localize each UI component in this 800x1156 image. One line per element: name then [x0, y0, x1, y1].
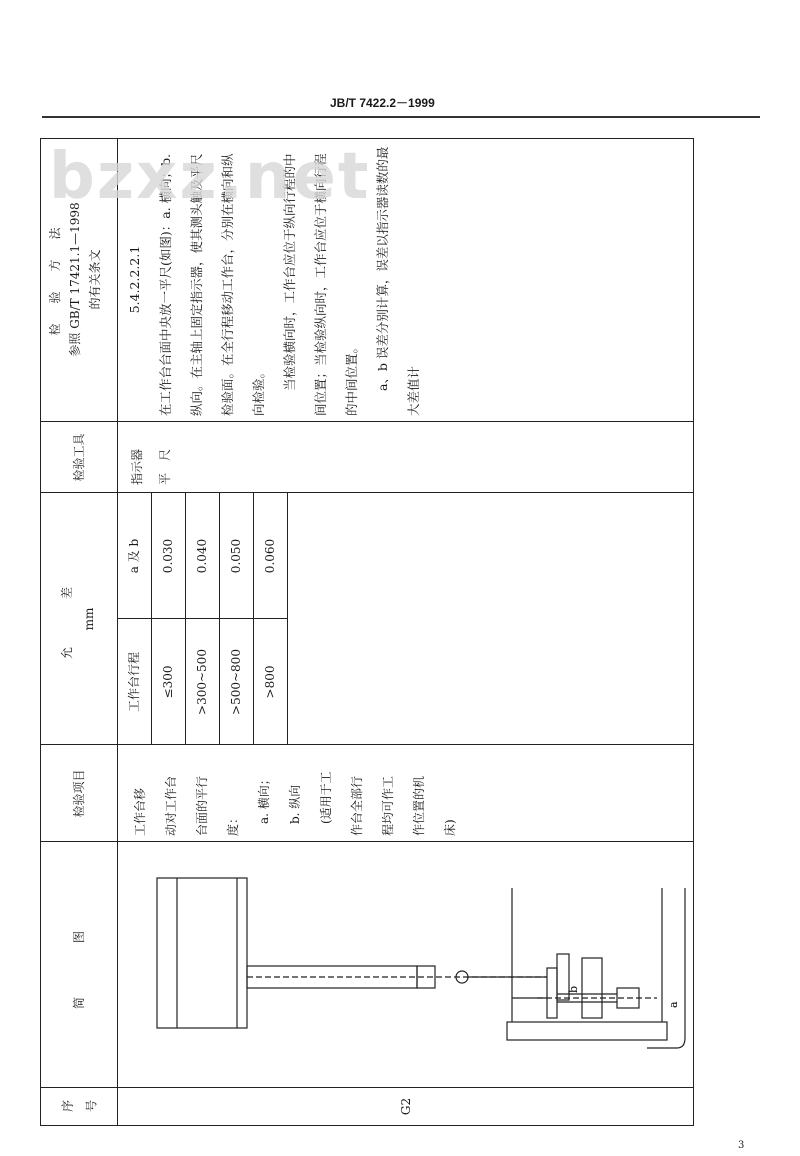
- header-diagram: 简 图: [71, 921, 86, 1010]
- tolerance-title: 允 差: [60, 579, 74, 660]
- standard-number: JB/T 7422.2－1999: [330, 96, 435, 110]
- item-line: 程均可作工: [381, 775, 395, 836]
- header-seq: 序 号: [61, 1099, 97, 1114]
- label-a: a: [667, 1001, 680, 1008]
- row-seq: G2: [398, 1097, 413, 1116]
- method-para-3: a、b 误差分别计算，误差以指示器读数的最大差值计: [375, 146, 421, 416]
- tolerance-unit: mm: [82, 607, 97, 631]
- item-line: 作位置的机: [412, 775, 426, 836]
- item-line: 床): [443, 819, 457, 836]
- header-rule: [42, 116, 760, 118]
- method-clause: 5.4.2.2.2.1: [127, 245, 142, 314]
- header-tolerance: [41, 493, 117, 745]
- tol-stroke: ≤300: [160, 665, 175, 699]
- item-line: (适用于工: [319, 771, 333, 836]
- tolerance-cell: [117, 493, 695, 745]
- item-lines: [125, 751, 466, 836]
- tool-straightedge: 平 尺: [158, 448, 172, 485]
- tol-value: 0.030: [160, 538, 175, 574]
- table-side-b: [157, 878, 247, 1028]
- item-line: 台面的平行: [195, 775, 209, 836]
- item-line: 工作台移: [133, 787, 147, 836]
- tol-value: 0.050: [228, 538, 243, 574]
- spindle-head: [507, 1022, 667, 1040]
- column-outline: [647, 888, 685, 1048]
- tol-header-ab: a 及 b: [126, 538, 141, 574]
- tol-stroke: >500~800: [228, 649, 243, 715]
- inspection-table: [40, 138, 694, 1126]
- tool-cell: [117, 422, 695, 493]
- item-line: a. 横向；: [257, 773, 271, 836]
- watermark: bzxz.net: [49, 140, 371, 214]
- machine-diagram: [117, 842, 695, 1088]
- method-para-1: 在工作台台面中央放一平尺(如图)：a. 横向；b. 纵向。在主轴上固定指示器，使其测头触及平尺检验面。在全行程移动工作台，分别在横向和纵向检验。: [158, 153, 266, 416]
- method-para-2: 当检验横向时，工作台应位于纵向行程的中间位置；当检验纵向时，工作台应位于横向行程的中间位置。: [282, 153, 359, 416]
- tol-stroke: >300~500: [194, 649, 209, 715]
- tol-stroke: >800: [262, 665, 277, 699]
- table-top-a: [582, 958, 602, 1018]
- item-line: 度：: [226, 811, 240, 836]
- method-ref: 参照 GB/T 17421.1—1998: [68, 202, 83, 357]
- tol-value: 0.060: [262, 538, 277, 574]
- tol-value: 0.040: [194, 538, 209, 574]
- page-number: 3: [738, 1140, 745, 1151]
- item-line: 动对工作台: [164, 775, 178, 836]
- item-cell: [117, 745, 695, 842]
- diagram-cell: [117, 842, 695, 1088]
- tool-indicator: 指示器: [130, 448, 144, 485]
- method-ref-note: 的有关条文: [88, 249, 103, 310]
- header-item: 检验项目: [71, 769, 86, 818]
- item-line: 作台全部行: [350, 775, 364, 836]
- method-title: 检 验 方 法: [48, 223, 62, 336]
- label-b: b: [567, 985, 580, 993]
- tol-header-stroke: 工作台行程: [126, 652, 141, 713]
- item-line: b. 纵向: [288, 784, 302, 836]
- header-tool: 检验工具: [71, 433, 86, 482]
